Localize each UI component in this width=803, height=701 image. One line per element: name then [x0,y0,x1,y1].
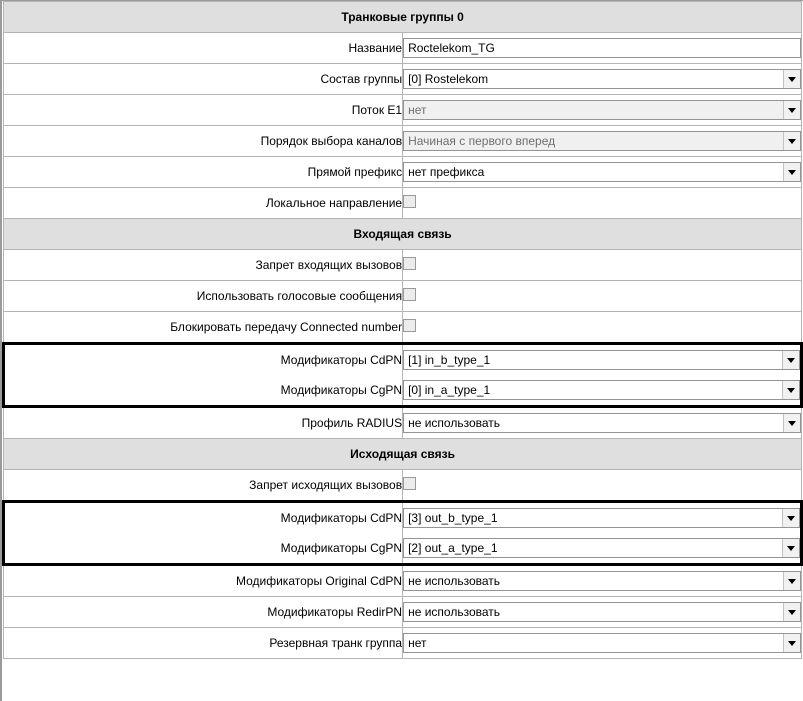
sidebar-item[interactable] [0,268,1,287]
chevron-down-icon[interactable] [783,163,800,181]
sidebar-item[interactable] [0,401,1,420]
sidebar-item[interactable] [0,40,1,59]
dropdown-select[interactable] [403,602,801,622]
field-label: Запрет входящих вызовов [4,250,403,281]
trunk-group-form [2,1,803,659]
dropdown-value: нет префикса [408,165,485,179]
form-row [4,95,802,126]
form-row [4,64,802,95]
caret-glyph [788,421,796,426]
dropdown-select[interactable] [403,571,801,591]
dropdown-value: нет [408,103,427,117]
sidebar-item[interactable] [0,287,1,306]
dropdown-select[interactable] [403,162,801,182]
caret-glyph [787,516,795,521]
form-row [4,126,802,157]
caret-glyph [788,139,796,144]
form-row [4,597,802,628]
dropdown-value: не использовать [408,605,501,619]
sidebar-item[interactable] [0,306,1,325]
sidebar-item[interactable] [0,515,1,534]
form-row [4,344,802,376]
sidebar-item[interactable] [0,572,1,591]
field-label: Состав группы [4,64,403,95]
sidebar-item[interactable] [0,477,1,496]
sidebar-item[interactable] [0,439,1,458]
form-row [4,565,802,597]
field-label: Модификаторы CdPN [4,502,403,534]
chevron-down-icon[interactable] [782,509,799,527]
trunk-group-form-panel [1,0,803,701]
field-label: Профиль RADIUS [4,407,403,439]
field-label: Модификаторы CdPN [4,344,403,376]
chevron-down-icon[interactable] [783,70,800,88]
sidebar-item[interactable] [0,59,1,78]
chevron-down-icon[interactable] [783,603,800,621]
dropdown-value: нет [408,636,427,650]
field-label: Локальное направление [4,188,403,219]
chevron-down-icon[interactable] [782,539,799,557]
sidebar-item[interactable] [0,325,1,344]
dropdown-select[interactable] [403,131,801,151]
field-label: Модификаторы CgPN [4,533,403,565]
dropdown-select[interactable] [403,413,801,433]
form-row [4,628,802,659]
dropdown-value: [0] Rostelekom [408,72,489,86]
dropdown-value: не использовать [408,574,501,588]
dropdown-value: Начиная с первого вперед [408,134,556,148]
dropdown-select[interactable] [403,380,800,400]
sidebar-item[interactable] [0,344,1,363]
field-cell [403,344,802,376]
field-cell [403,375,802,407]
field-label: Название [4,33,403,64]
form-row [4,375,802,407]
chevron-down-icon[interactable] [783,414,800,432]
chevron-down-icon[interactable] [783,132,800,150]
form-row [4,250,802,281]
checkbox[interactable] [403,477,416,490]
field-label: Запрет исходящих вызовов [4,470,403,502]
field-cell [403,628,802,659]
field-cell [403,533,802,565]
field-cell [403,597,802,628]
checkbox[interactable] [403,195,416,208]
form-row [4,533,802,565]
caret-glyph [788,579,796,584]
form-section-header [4,439,802,470]
field-cell [403,126,802,157]
checkbox[interactable] [403,257,416,270]
field-cell [403,312,802,344]
dropdown-value: [0] in_a_type_1 [408,383,491,397]
sidebar-item[interactable] [0,21,1,40]
sidebar-item[interactable] [0,116,1,135]
field-label: Модификаторы CgPN [4,375,403,407]
dropdown-select[interactable] [403,350,800,370]
sidebar-item[interactable] [0,667,1,686]
field-label: Резервная транк группа [4,628,403,659]
field-cell [403,188,802,219]
dropdown-value: [3] out_b_type_1 [408,511,498,525]
form-row [4,188,802,219]
field-label: Прямой префикс [4,157,403,188]
form-row [4,312,802,344]
dropdown-select[interactable] [403,633,801,653]
sidebar-item[interactable] [0,173,1,192]
field-label: Поток E1 [4,95,403,126]
sidebar-item[interactable] [0,363,1,382]
sidebar-item[interactable] [0,629,1,648]
sidebar-item[interactable] [0,420,1,439]
sidebar-item[interactable] [0,496,1,515]
caret-glyph [788,641,796,646]
section-title: Входящая связь [4,219,802,250]
caret-glyph [788,610,796,615]
caret-glyph [787,546,795,551]
form-row [4,281,802,312]
dropdown-value: [2] out_a_type_1 [408,541,498,555]
chevron-down-icon[interactable] [782,351,799,369]
sidebar-item[interactable] [0,553,1,572]
sidebar-item[interactable] [0,135,1,154]
sidebar-item[interactable] [0,648,1,667]
caret-glyph [787,388,795,393]
form-section-header [4,2,802,33]
sidebar-item[interactable] [0,78,1,97]
sidebar-item[interactable] [0,211,1,230]
caret-glyph [787,358,795,363]
sidebar-item[interactable] [0,458,1,477]
chevron-down-icon[interactable] [783,572,800,590]
sidebar-item[interactable] [0,230,1,249]
caret-glyph [788,108,796,113]
sidebar-item[interactable] [0,382,1,401]
form-row [4,33,802,64]
dropdown-select[interactable] [403,538,800,558]
checkbox[interactable] [403,288,416,301]
field-cell [403,95,802,126]
form-row [4,157,802,188]
field-label: Модификаторы RedirPN [4,597,403,628]
field-label: Модификаторы Original CdPN [4,565,403,597]
field-cell [403,33,802,64]
sidebar-item[interactable] [0,686,1,701]
field-label: Блокировать передачу Connected number [4,312,403,344]
section-title: Транковые группы 0 [4,2,802,33]
sidebar-item[interactable] [0,534,1,553]
field-cell [403,281,802,312]
sidebar-item[interactable] [0,2,1,21]
chevron-down-icon[interactable] [782,381,799,399]
sidebar-item[interactable] [0,154,1,173]
sidebar-item[interactable] [0,591,1,610]
form-row [4,470,802,502]
chevron-down-icon[interactable] [783,101,800,119]
caret-glyph [788,77,796,82]
field-cell [403,502,802,534]
dropdown-select[interactable] [403,100,801,120]
field-cell [403,64,802,95]
field-cell [403,470,802,502]
dropdown-select[interactable] [403,508,800,528]
field-cell [403,250,802,281]
sidebar-item[interactable] [0,610,1,629]
sidebar-item[interactable] [0,192,1,211]
section-title: Исходящая связь [4,439,802,470]
navigation-sidebar [0,0,1,701]
field-cell [403,157,802,188]
chevron-down-icon[interactable] [783,634,800,652]
dropdown-select[interactable] [403,69,801,89]
field-cell [403,407,802,439]
text-input[interactable] [403,38,801,58]
form-row [4,407,802,439]
dropdown-value: не использовать [408,416,501,430]
form-section-header [4,219,802,250]
checkbox[interactable] [403,319,416,332]
dropdown-value: [1] in_b_type_1 [408,353,491,367]
field-label: Использовать голосовые сообщения [4,281,403,312]
form-row [4,502,802,534]
field-cell [403,565,802,597]
sidebar-item[interactable] [0,249,1,268]
caret-glyph [788,170,796,175]
sidebar-item[interactable] [0,97,1,116]
field-label: Порядок выбора каналов [4,126,403,157]
